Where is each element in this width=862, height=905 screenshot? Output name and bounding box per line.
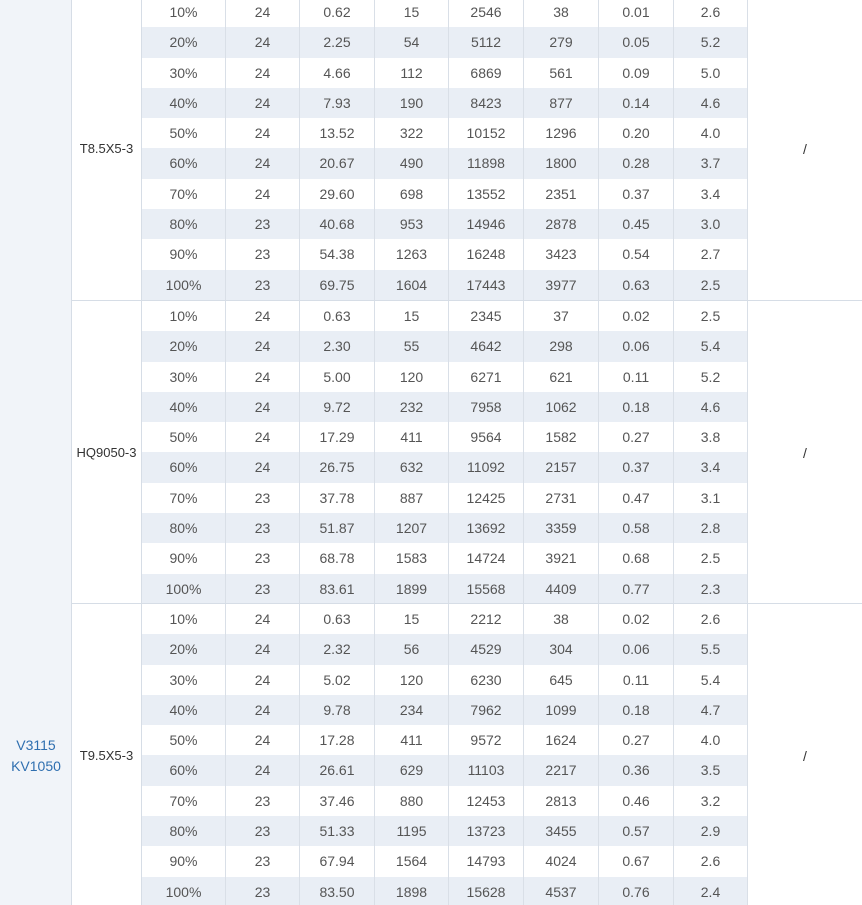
table-cell: 11092: [449, 452, 524, 482]
table-cell: 24: [226, 725, 300, 755]
motor-cell: [0, 0, 72, 905]
table-cell: 60%: [142, 148, 226, 178]
table-cell: 15: [375, 301, 449, 331]
table-cell: 645: [524, 665, 599, 695]
table-row: [142, 543, 748, 573]
table-cell: 7958: [449, 392, 524, 422]
table-cell: 2813: [524, 786, 599, 816]
table-cell: 38: [524, 604, 599, 634]
table-row: [142, 331, 748, 361]
table-cell: 70%: [142, 179, 226, 209]
table-row: [142, 665, 748, 695]
table-cell: 30%: [142, 58, 226, 88]
table-cell: 0.02: [599, 301, 674, 331]
table-row: [142, 118, 748, 148]
table-row: [142, 27, 748, 57]
table-cell: 120: [375, 665, 449, 695]
motor-model: V3115: [16, 737, 56, 753]
table-cell: 4.66: [300, 58, 375, 88]
table-cell: 5.2: [674, 27, 748, 57]
table-cell: 23: [226, 270, 300, 300]
table-cell: 24: [226, 604, 300, 634]
table-row: [142, 0, 748, 27]
table-cell: 3977: [524, 270, 599, 300]
table-cell: 23: [226, 513, 300, 543]
table-cell: 298: [524, 331, 599, 361]
table-cell: 1899: [375, 574, 449, 604]
table-cell: 0.77: [599, 574, 674, 604]
table-row: [142, 755, 748, 785]
table-cell: 3.5: [674, 755, 748, 785]
table-row: [142, 452, 748, 482]
table-cell: 1564: [375, 846, 449, 876]
table-row: [142, 239, 748, 269]
table-cell: 10%: [142, 0, 226, 27]
table-row: [142, 88, 748, 118]
table-row: [142, 786, 748, 816]
table-cell: 1263: [375, 239, 449, 269]
table-cell: 322: [375, 118, 449, 148]
table-cell: 0.09: [599, 58, 674, 88]
table-cell: 3.4: [674, 179, 748, 209]
table-cell: 1800: [524, 148, 599, 178]
table-cell: 698: [375, 179, 449, 209]
table-cell: 4642: [449, 331, 524, 361]
table-cell: 0.20: [599, 118, 674, 148]
table-cell: 60%: [142, 452, 226, 482]
table-cell: 2157: [524, 452, 599, 482]
table-cell: 2.4: [674, 877, 748, 905]
table-cell: 232: [375, 392, 449, 422]
table-cell: 0.27: [599, 422, 674, 452]
table-cell: 6869: [449, 58, 524, 88]
table-cell: 0.37: [599, 452, 674, 482]
table-cell: 15628: [449, 877, 524, 905]
table-cell: 112: [375, 58, 449, 88]
table-cell: 15: [375, 604, 449, 634]
table-row: [142, 877, 748, 905]
table-cell: 5.4: [674, 331, 748, 361]
table-cell: 24: [226, 634, 300, 664]
table-cell: 13692: [449, 513, 524, 543]
table-cell: 24: [226, 452, 300, 482]
table-row: [142, 422, 748, 452]
table-cell: 0.11: [599, 362, 674, 392]
table-cell: 629: [375, 755, 449, 785]
table-cell: 30%: [142, 362, 226, 392]
table-cell: 56: [375, 634, 449, 664]
table-cell: 24: [226, 0, 300, 27]
table-cell: 4537: [524, 877, 599, 905]
table-cell: 0.06: [599, 331, 674, 361]
table-cell: 3423: [524, 239, 599, 269]
table-cell: 2.5: [674, 543, 748, 573]
table-cell: 3921: [524, 543, 599, 573]
table-cell: 1207: [375, 513, 449, 543]
table-cell: 0.57: [599, 816, 674, 846]
note-cell: /: [803, 747, 807, 764]
table-cell: 29.60: [300, 179, 375, 209]
table-cell: 1624: [524, 725, 599, 755]
table-cell: 50%: [142, 118, 226, 148]
table-row: [142, 846, 748, 876]
table-cell: 0.54: [599, 239, 674, 269]
table-cell: 54.38: [300, 239, 375, 269]
table-cell: 411: [375, 422, 449, 452]
table-cell: 3.8: [674, 422, 748, 452]
table-cell: 9564: [449, 422, 524, 452]
table-cell: 24: [226, 755, 300, 785]
table-cell: 6271: [449, 362, 524, 392]
table-cell: 0.46: [599, 786, 674, 816]
table-cell: 17.29: [300, 422, 375, 452]
table-row: [142, 301, 748, 331]
table-row: [142, 695, 748, 725]
table-cell: 100%: [142, 574, 226, 604]
table-cell: 40%: [142, 88, 226, 118]
table-cell: 23: [226, 543, 300, 573]
table-cell: 10%: [142, 604, 226, 634]
table-row: [142, 58, 748, 88]
table-cell: 90%: [142, 543, 226, 573]
table-cell: 304: [524, 634, 599, 664]
table-cell: 40.68: [300, 209, 375, 239]
table-cell: 20.67: [300, 148, 375, 178]
table-cell: 90%: [142, 239, 226, 269]
table-cell: 4.6: [674, 88, 748, 118]
table-row: [142, 148, 748, 178]
table-cell: 2351: [524, 179, 599, 209]
table-cell: 4024: [524, 846, 599, 876]
table-cell: 24: [226, 695, 300, 725]
table-cell: 2731: [524, 483, 599, 513]
table-cell: 8423: [449, 88, 524, 118]
table-cell: 24: [226, 27, 300, 57]
table-cell: 1099: [524, 695, 599, 725]
table-cell: 4.0: [674, 118, 748, 148]
table-cell: 4.7: [674, 695, 748, 725]
table-cell: 3.2: [674, 786, 748, 816]
table-row: [142, 179, 748, 209]
table-cell: 0.18: [599, 392, 674, 422]
table-cell: 5.02: [300, 665, 375, 695]
table-cell: 2345: [449, 301, 524, 331]
table-cell: 9.72: [300, 392, 375, 422]
table-cell: 877: [524, 88, 599, 118]
table-cell: 12453: [449, 786, 524, 816]
table-cell: 5.0: [674, 58, 748, 88]
table-cell: 2217: [524, 755, 599, 785]
table-cell: 23: [226, 786, 300, 816]
table-cell: 0.05: [599, 27, 674, 57]
table-cell: 23: [226, 877, 300, 905]
table-cell: 2878: [524, 209, 599, 239]
table-cell: 0.14: [599, 88, 674, 118]
table-cell: 0.01: [599, 0, 674, 27]
table-cell: 51.33: [300, 816, 375, 846]
motor-label: [0, 735, 72, 777]
table-cell: 0.62: [300, 0, 375, 27]
table-cell: 2.9: [674, 816, 748, 846]
table-cell: 0.36: [599, 755, 674, 785]
table-cell: 4409: [524, 574, 599, 604]
table-cell: 5.5: [674, 634, 748, 664]
table-cell: 30%: [142, 665, 226, 695]
table-cell: 1898: [375, 877, 449, 905]
table-cell: 2.7: [674, 239, 748, 269]
table-row: [142, 392, 748, 422]
table-cell: 7962: [449, 695, 524, 725]
table-cell: 5.00: [300, 362, 375, 392]
table-cell: 38: [524, 0, 599, 27]
table-cell: 24: [226, 88, 300, 118]
table-row: [142, 725, 748, 755]
note-cell: /: [803, 140, 807, 157]
table-cell: 15568: [449, 574, 524, 604]
table-cell: 0.68: [599, 543, 674, 573]
table-cell: 6230: [449, 665, 524, 695]
table-cell: 1583: [375, 543, 449, 573]
table-cell: 0.63: [300, 301, 375, 331]
table-row: [142, 270, 748, 300]
table-cell: 4.6: [674, 392, 748, 422]
table-cell: 20%: [142, 331, 226, 361]
table-cell: 2.30: [300, 331, 375, 361]
table-cell: 411: [375, 725, 449, 755]
table-cell: 279: [524, 27, 599, 57]
table-cell: 632: [375, 452, 449, 482]
table-cell: 3.4: [674, 452, 748, 482]
table-cell: 50%: [142, 422, 226, 452]
table-cell: 0.47: [599, 483, 674, 513]
prop-group: [72, 300, 862, 604]
table-cell: 23: [226, 239, 300, 269]
table-cell: 2.8: [674, 513, 748, 543]
table-cell: 0.02: [599, 604, 674, 634]
table-cell: 3.1: [674, 483, 748, 513]
table-row: [142, 362, 748, 392]
table-cell: 4529: [449, 634, 524, 664]
table-cell: 54: [375, 27, 449, 57]
table-cell: 2.32: [300, 634, 375, 664]
table-row: [142, 574, 748, 604]
data-rows: [142, 0, 748, 300]
table-cell: 23: [226, 483, 300, 513]
table-cell: 3359: [524, 513, 599, 543]
table-cell: 90%: [142, 846, 226, 876]
table-cell: 24: [226, 665, 300, 695]
table-cell: 13723: [449, 816, 524, 846]
table-cell: 120: [375, 362, 449, 392]
table-cell: 10152: [449, 118, 524, 148]
table-cell: 880: [375, 786, 449, 816]
table-cell: 5.4: [674, 665, 748, 695]
prop-name: HQ9050-3: [72, 301, 142, 604]
table-cell: 80%: [142, 209, 226, 239]
table-row: [142, 209, 748, 239]
table-cell: 0.37: [599, 179, 674, 209]
table-cell: 24: [226, 148, 300, 178]
table-cell: 234: [375, 695, 449, 725]
table-cell: 70%: [142, 483, 226, 513]
table-cell: 2.5: [674, 270, 748, 300]
table-cell: 68.78: [300, 543, 375, 573]
table-cell: 1195: [375, 816, 449, 846]
table-cell: 7.93: [300, 88, 375, 118]
table-cell: 23: [226, 574, 300, 604]
table-row: [142, 483, 748, 513]
table-cell: 0.67: [599, 846, 674, 876]
table-cell: 51.87: [300, 513, 375, 543]
table-cell: 1296: [524, 118, 599, 148]
table-cell: 15: [375, 0, 449, 27]
table-cell: 20%: [142, 634, 226, 664]
table-cell: 953: [375, 209, 449, 239]
table-cell: 0.45: [599, 209, 674, 239]
table-cell: 26.61: [300, 755, 375, 785]
table-cell: 10%: [142, 301, 226, 331]
table-cell: 1062: [524, 392, 599, 422]
table-cell: 2.6: [674, 604, 748, 634]
table-cell: 26.75: [300, 452, 375, 482]
table-row: [142, 604, 748, 634]
table-cell: 40%: [142, 392, 226, 422]
table-cell: 37: [524, 301, 599, 331]
note-cell: /: [803, 444, 807, 461]
table-cell: 0.18: [599, 695, 674, 725]
table-cell: 13.52: [300, 118, 375, 148]
table-cell: 17.28: [300, 725, 375, 755]
table-cell: 3.7: [674, 148, 748, 178]
table-cell: 14724: [449, 543, 524, 573]
table-row: [142, 634, 748, 664]
table-cell: 20%: [142, 27, 226, 57]
motor-kv: KV1050: [11, 758, 61, 774]
table-cell: 16248: [449, 239, 524, 269]
table-cell: 24: [226, 118, 300, 148]
table-cell: 23: [226, 209, 300, 239]
prop-name: T8.5X5-3: [72, 0, 142, 300]
table-cell: 2212: [449, 604, 524, 634]
table-cell: 83.61: [300, 574, 375, 604]
table-cell: 100%: [142, 270, 226, 300]
table-cell: 490: [375, 148, 449, 178]
table-cell: 24: [226, 392, 300, 422]
table-cell: 67.94: [300, 846, 375, 876]
table-cell: 12425: [449, 483, 524, 513]
table-cell: 0.76: [599, 877, 674, 905]
table-cell: 561: [524, 58, 599, 88]
table-row: [142, 513, 748, 543]
prop-name: T9.5X5-3: [72, 604, 142, 905]
table-cell: 13552: [449, 179, 524, 209]
table-row: [142, 816, 748, 846]
table-cell: 24: [226, 179, 300, 209]
table-cell: 80%: [142, 513, 226, 543]
table-cell: 23: [226, 816, 300, 846]
table-cell: 24: [226, 422, 300, 452]
table-cell: 37.46: [300, 786, 375, 816]
prop-group: [72, 603, 862, 905]
table-cell: 0.06: [599, 634, 674, 664]
table-cell: 14793: [449, 846, 524, 876]
table-cell: 24: [226, 58, 300, 88]
table-cell: 9.78: [300, 695, 375, 725]
table-cell: 3.0: [674, 209, 748, 239]
table-cell: 17443: [449, 270, 524, 300]
table-cell: 2.25: [300, 27, 375, 57]
data-rows: [142, 604, 748, 905]
table-cell: 14946: [449, 209, 524, 239]
table-cell: 55: [375, 331, 449, 361]
table-cell: 1604: [375, 270, 449, 300]
table-cell: 2546: [449, 0, 524, 27]
table-cell: 2.5: [674, 301, 748, 331]
table-cell: 37.78: [300, 483, 375, 513]
table-cell: 5112: [449, 27, 524, 57]
table-cell: 0.63: [599, 270, 674, 300]
table-cell: 80%: [142, 816, 226, 846]
table-cell: 60%: [142, 755, 226, 785]
table-cell: 5.2: [674, 362, 748, 392]
table-cell: 2.3: [674, 574, 748, 604]
table-cell: 1582: [524, 422, 599, 452]
table-cell: 190: [375, 88, 449, 118]
table-cell: 50%: [142, 725, 226, 755]
data-rows: [142, 301, 748, 604]
table-cell: 0.28: [599, 148, 674, 178]
prop-group: [72, 0, 862, 300]
table-cell: 83.50: [300, 877, 375, 905]
table-cell: 24: [226, 362, 300, 392]
table-cell: 887: [375, 483, 449, 513]
table-cell: 0.58: [599, 513, 674, 543]
table-cell: 69.75: [300, 270, 375, 300]
table-cell: 40%: [142, 695, 226, 725]
table-cell: 24: [226, 331, 300, 361]
table-cell: 24: [226, 301, 300, 331]
table-cell: 621: [524, 362, 599, 392]
table-cell: 70%: [142, 786, 226, 816]
table-cell: 23: [226, 846, 300, 876]
table-cell: 2.6: [674, 846, 748, 876]
table-cell: 3455: [524, 816, 599, 846]
table-cell: 0.27: [599, 725, 674, 755]
table-cell: 0.11: [599, 665, 674, 695]
table-cell: 0.63: [300, 604, 375, 634]
table-cell: 100%: [142, 877, 226, 905]
table-cell: 11103: [449, 755, 524, 785]
table-cell: 4.0: [674, 725, 748, 755]
table-cell: 9572: [449, 725, 524, 755]
table-cell: 11898: [449, 148, 524, 178]
table-cell: 2.6: [674, 0, 748, 27]
